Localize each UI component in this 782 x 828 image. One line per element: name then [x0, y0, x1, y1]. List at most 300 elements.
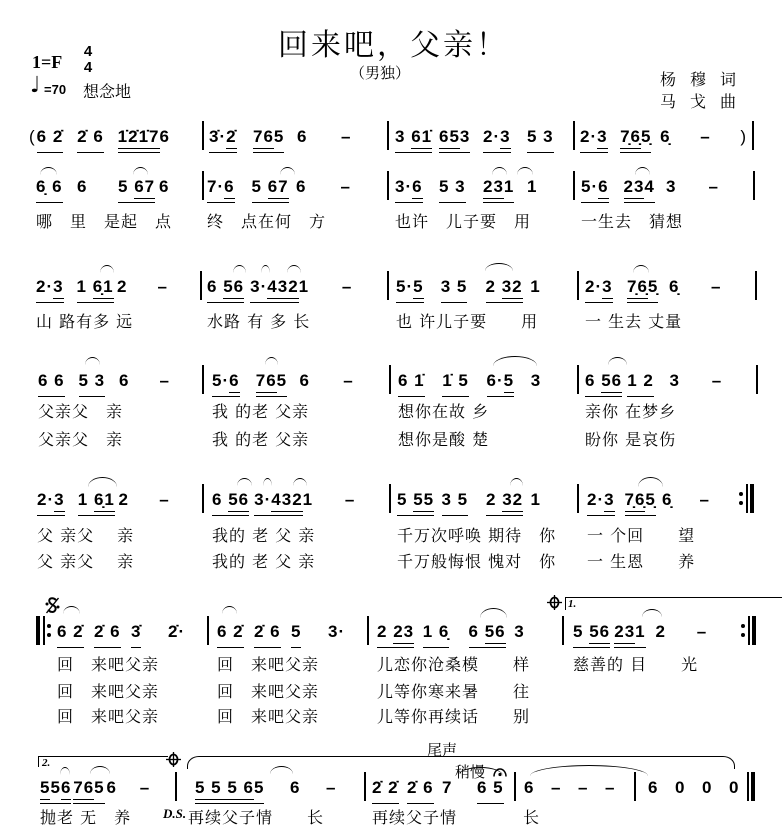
slur — [480, 608, 507, 618]
notes: 5 — [573, 622, 590, 641]
beam — [625, 490, 656, 516]
beam: 6 5 — [477, 778, 504, 804]
lyric-line: 长 — [523, 808, 541, 827]
lyric-line: 再续父子情 — [372, 808, 458, 827]
beat: – — [157, 277, 168, 296]
beam: 6̣ 6 — [36, 177, 63, 203]
slur — [90, 766, 110, 774]
bar-line — [755, 271, 757, 300]
measure — [397, 488, 575, 512]
beat: 2 — [117, 277, 128, 296]
lyric-line: 也许 儿子要 用 — [395, 212, 532, 231]
slur — [492, 167, 507, 175]
song-title: 回来吧，父亲！ — [278, 28, 509, 63]
beam — [396, 277, 424, 303]
beat — [483, 175, 527, 199]
bar-line — [562, 616, 564, 645]
measure — [585, 275, 753, 299]
beat — [212, 488, 254, 512]
beam — [397, 490, 434, 516]
bar-line — [387, 171, 389, 200]
beat — [377, 620, 423, 644]
double-beam: 67 — [134, 177, 155, 199]
beat — [209, 125, 253, 149]
beam: 5 3 — [79, 371, 106, 397]
measure — [29, 125, 200, 149]
notes: 6 — [468, 622, 485, 641]
beat: 2̇· — [168, 622, 186, 641]
double-beam: 3 — [53, 277, 63, 299]
double-beam: 3 — [597, 127, 607, 149]
beat — [291, 620, 328, 644]
beat: 6 — [77, 177, 88, 196]
double-beam: 432 — [267, 277, 298, 299]
coda-icon — [166, 752, 181, 767]
beat — [131, 620, 168, 644]
slur — [100, 265, 114, 273]
dal-segno-mark: D.S. — [163, 806, 187, 821]
beat — [195, 776, 254, 800]
notes: 2 — [486, 490, 503, 509]
lyric-line: 水路 有 多 长 — [207, 312, 311, 331]
notes: 2· — [580, 127, 598, 146]
beam: 3̇ — [131, 622, 141, 648]
double-beam: 7̣6̣ — [620, 127, 641, 149]
double-beam: 65 — [439, 127, 460, 149]
beat: – — [326, 778, 337, 797]
notes: 5 — [276, 371, 288, 390]
beat — [624, 175, 667, 199]
thin-bar — [747, 772, 749, 801]
beat — [587, 488, 625, 512]
bar-line — [634, 772, 636, 801]
notes: 5 — [397, 490, 414, 509]
beat: 6 — [297, 127, 308, 146]
slur — [608, 357, 627, 365]
intro-close-paren: ) — [740, 127, 746, 146]
measure — [587, 488, 737, 512]
beam: 6 1̇ — [398, 371, 425, 397]
double-beam: 3 — [54, 490, 64, 512]
beam: 2̇ 2̇ — [372, 778, 399, 804]
beam — [250, 277, 299, 303]
beam — [195, 778, 254, 804]
beat — [439, 125, 483, 149]
double-beam: 5 — [413, 277, 423, 299]
notes: 2 — [377, 622, 394, 641]
measure — [212, 369, 387, 393]
beam — [377, 622, 414, 648]
beat: 1 — [302, 490, 314, 509]
double-beam: 56 — [485, 622, 506, 644]
lyric-line: 我的 老 父 亲 — [212, 526, 316, 545]
measure — [36, 275, 198, 299]
slur — [261, 265, 270, 273]
volta-2-line — [38, 756, 168, 757]
beat: – — [699, 490, 710, 509]
lyric-line: 亲你 在梦乡 — [585, 402, 677, 421]
beat — [207, 275, 250, 299]
double-beam: 432 — [271, 490, 302, 512]
thick-bar — [752, 616, 756, 645]
beam — [252, 177, 289, 203]
double-beam: 76 — [256, 371, 277, 393]
beam — [585, 277, 613, 303]
lyric-line: 父 亲父 亲 — [37, 526, 135, 545]
lyric-line: 我 的老 父亲 — [212, 402, 310, 421]
beam — [620, 127, 651, 153]
double-beam: 6̣1 — [93, 277, 114, 299]
notes: 3· — [250, 277, 268, 296]
notes: 5· — [581, 177, 599, 196]
beat — [580, 125, 620, 149]
beat — [217, 620, 254, 644]
double-beam: 55 — [413, 490, 434, 512]
beat — [477, 776, 512, 800]
lyric-line: 千万般悔恨 愧对 你 — [397, 552, 557, 571]
double-beam: 7̣6̣ — [625, 490, 646, 512]
beat — [469, 620, 515, 644]
beam — [580, 127, 608, 153]
lyric-line: 儿等你寒来暑 往 — [377, 682, 531, 701]
beam — [209, 127, 237, 153]
measure — [581, 175, 751, 199]
beat — [581, 175, 624, 199]
measure — [395, 125, 571, 149]
beat — [625, 488, 663, 512]
beat — [37, 125, 78, 149]
quarter-note-icon: ♩ — [30, 73, 41, 98]
repeat-dot — [47, 633, 51, 637]
beat — [372, 776, 407, 800]
beam — [469, 622, 506, 648]
notes: 5· — [212, 371, 230, 390]
double-beam: 3 — [602, 277, 612, 299]
notes: 5 — [118, 177, 135, 196]
beat: – — [708, 177, 719, 196]
notes: 7· — [207, 177, 225, 196]
measure — [57, 620, 205, 644]
double-beam: 7̣6̣ — [627, 277, 648, 299]
notes: 2· — [483, 127, 501, 146]
lyric-line: 父亲父 亲 — [38, 402, 124, 421]
system-coda — [0, 741, 782, 827]
start-repeat-sign — [36, 616, 54, 645]
key-signature: 1=F — [32, 52, 63, 72]
notes: 5̣ — [641, 127, 652, 146]
beam: 3 5 — [441, 277, 468, 303]
notes: 6 — [212, 490, 229, 509]
beat: – — [340, 177, 351, 196]
beat: 2 — [655, 622, 666, 641]
double-beam: 23 — [393, 622, 414, 644]
beat: 6 — [524, 778, 535, 797]
beat: – — [700, 127, 711, 146]
notes: 1 — [503, 177, 515, 196]
measure — [38, 369, 200, 393]
beat — [254, 776, 290, 800]
beat — [487, 369, 531, 393]
beat — [36, 275, 77, 299]
beat: 6̣ — [669, 277, 680, 296]
beat — [73, 776, 106, 800]
time-signature-numerator: 4 — [83, 43, 93, 60]
double-beam: 67 — [268, 177, 289, 199]
measure — [377, 620, 560, 644]
beat — [252, 175, 297, 199]
double-beam: 32 — [502, 277, 523, 299]
bar-line — [514, 772, 516, 801]
beat — [254, 620, 291, 644]
notes: 1 — [635, 622, 646, 641]
measure — [372, 776, 512, 800]
double-beam: 6̣1 — [94, 490, 115, 512]
lyricist-credit: 杨 穆 词 — [660, 70, 736, 89]
beat — [614, 620, 655, 644]
beat: – — [341, 277, 353, 296]
slur — [222, 606, 237, 614]
double-beam: 3 — [604, 490, 614, 512]
beat — [441, 275, 486, 299]
bar-line — [202, 484, 204, 513]
system-refrain — [0, 598, 782, 726]
beat: – — [711, 371, 723, 390]
beam: 5 3 — [527, 127, 554, 153]
lyric-line: 一 生恩 养 — [587, 552, 696, 571]
beam — [627, 277, 658, 303]
notes: 2· — [36, 277, 54, 296]
beat: 6 — [299, 371, 310, 390]
beat: – — [343, 371, 354, 390]
beam: 6 6 — [38, 371, 65, 397]
beam — [254, 778, 264, 804]
beam — [624, 177, 655, 203]
bar-line — [389, 365, 391, 394]
beat — [37, 488, 78, 512]
beat — [253, 125, 297, 149]
slur — [635, 167, 650, 175]
lyric-line: 回 来吧父亲 — [217, 682, 320, 701]
notes: 1 — [76, 277, 93, 296]
notes: 5̣ — [647, 277, 659, 296]
beat — [94, 620, 131, 644]
beat: – — [711, 277, 722, 296]
beam: 2̇ 6 — [254, 622, 281, 648]
beam — [256, 371, 287, 397]
beat — [79, 369, 120, 393]
slur — [265, 357, 278, 365]
beam — [73, 778, 104, 804]
beam — [77, 277, 114, 303]
beam — [486, 277, 523, 303]
lyric-line: 儿恋你沧桑模 样 — [377, 655, 531, 674]
notes: 6 — [585, 371, 602, 390]
beat: 0 — [702, 778, 713, 797]
beat — [573, 620, 614, 644]
measure — [212, 488, 387, 512]
slur — [638, 477, 663, 487]
bar-line — [752, 121, 754, 150]
double-beam: 32 — [502, 490, 523, 512]
beat: 3· — [328, 622, 346, 641]
beat — [250, 275, 299, 299]
repeat-dot — [741, 624, 745, 628]
notes: 4 — [644, 177, 655, 196]
beam: 1̇ 5 — [442, 371, 469, 397]
beat — [40, 776, 73, 800]
beat — [483, 125, 527, 149]
notes: 2· — [37, 490, 55, 509]
beat: – — [159, 490, 170, 509]
beam — [483, 127, 511, 153]
notes: 2· — [587, 490, 605, 509]
slur — [517, 167, 533, 175]
beat — [395, 125, 439, 149]
beat — [620, 125, 660, 149]
bar-line — [202, 365, 204, 394]
double-beam: 5 — [40, 778, 50, 800]
slur — [40, 167, 57, 175]
notes: 5 — [50, 778, 61, 797]
volta-2-bracket — [38, 756, 39, 767]
tempo-value: =70 — [44, 82, 67, 97]
lyric-line: 想你在故 乡 — [398, 402, 490, 421]
notes: 1 — [77, 490, 94, 509]
beam — [118, 177, 155, 203]
beam — [395, 127, 432, 153]
measure — [524, 776, 632, 800]
slur — [263, 478, 272, 486]
notes: 3· — [395, 177, 413, 196]
double-beam: 3 — [500, 127, 510, 149]
beat — [627, 275, 669, 299]
beat — [486, 488, 531, 512]
notes: 5 — [251, 177, 268, 196]
slur — [485, 263, 513, 271]
notes: 6 — [207, 277, 224, 296]
beat: 2 — [118, 490, 129, 509]
thick-bar — [36, 616, 40, 645]
double-beam: 56 — [589, 622, 610, 644]
beat: – — [159, 371, 170, 390]
slur — [233, 265, 246, 273]
lyric-line: 我 的老 父亲 — [212, 430, 310, 449]
beat — [585, 275, 627, 299]
bar-line — [573, 171, 575, 200]
measure — [217, 620, 365, 644]
beat — [627, 369, 669, 393]
measure — [395, 175, 571, 199]
lyric-line: 儿等你再续话 别 — [377, 707, 531, 726]
lyric-line: 回 来吧父亲 — [217, 707, 320, 726]
lyric-line: 也 许儿子要 用 — [396, 312, 539, 331]
beam: 5 — [291, 622, 301, 648]
bar-line — [207, 616, 209, 645]
slur — [60, 767, 70, 775]
lyric-line: 我的 老 父 亲 — [212, 552, 316, 571]
bar-line — [756, 365, 758, 394]
measure — [207, 275, 385, 299]
double-beam: 2̇ — [226, 127, 236, 149]
measure — [396, 275, 575, 299]
bar-line — [367, 616, 369, 645]
lyric-line: 哪 里 是起 点 — [36, 212, 173, 231]
slur — [633, 265, 649, 273]
measure — [209, 125, 385, 149]
volta-1-label: 1. — [568, 598, 577, 610]
beat — [212, 369, 256, 393]
lyric-line: 想你是酸 楚 — [398, 430, 490, 449]
beam: 2̇ 6 — [77, 127, 104, 153]
double-beam: 61̇ — [411, 127, 432, 149]
beam — [78, 490, 115, 516]
beat: 6̣ — [660, 127, 671, 146]
beam — [587, 490, 615, 516]
measure — [37, 488, 200, 512]
slur — [493, 356, 537, 366]
beat: – — [605, 778, 616, 797]
beat: 6 — [648, 778, 659, 797]
bar-line — [577, 271, 579, 300]
thin-bar — [748, 616, 750, 645]
beam — [118, 127, 160, 153]
lyric-line: 父 亲父 亲 — [37, 552, 135, 571]
system-chorus-2 — [0, 488, 782, 571]
measure — [398, 369, 575, 393]
bar-line — [753, 171, 755, 200]
slur — [85, 357, 100, 365]
beat — [439, 175, 483, 199]
beam — [212, 490, 249, 516]
slur — [642, 609, 662, 617]
beam — [207, 277, 244, 303]
tempo-expression: 想念地 — [83, 82, 132, 101]
lyric-line: 父亲父 亲 — [38, 430, 124, 449]
double-beam: 23 — [483, 177, 504, 199]
beat — [36, 175, 77, 199]
measure — [585, 369, 754, 393]
beat: 7 — [442, 778, 453, 797]
lyric-line: 慈善的 目 光 — [573, 655, 699, 674]
lyric-line: 盼你 是哀伤 — [585, 430, 677, 449]
beam — [40, 778, 71, 804]
beat — [398, 369, 442, 393]
beat: 0 — [729, 778, 740, 797]
beat — [77, 125, 118, 149]
beat — [395, 175, 439, 199]
slur — [287, 265, 301, 273]
beat: 1 — [530, 277, 541, 296]
thin-bar — [746, 484, 748, 513]
notes: 5· — [396, 277, 414, 296]
beat: 6 — [290, 778, 301, 797]
beam — [253, 127, 284, 153]
beat: – — [344, 490, 356, 509]
notes: 3̇· — [209, 127, 227, 146]
beam — [212, 371, 240, 397]
bar-line — [200, 271, 202, 300]
tempo-change-label: 稍慢 — [455, 763, 486, 781]
beam — [614, 622, 645, 648]
beat — [118, 175, 159, 199]
system-chorus-1 — [0, 369, 782, 449]
beat: – — [551, 778, 562, 797]
double-beam: 23 — [614, 622, 635, 644]
beam — [581, 177, 609, 203]
bar-line — [175, 772, 177, 801]
measure — [207, 175, 385, 199]
notes: 5 — [273, 127, 285, 146]
